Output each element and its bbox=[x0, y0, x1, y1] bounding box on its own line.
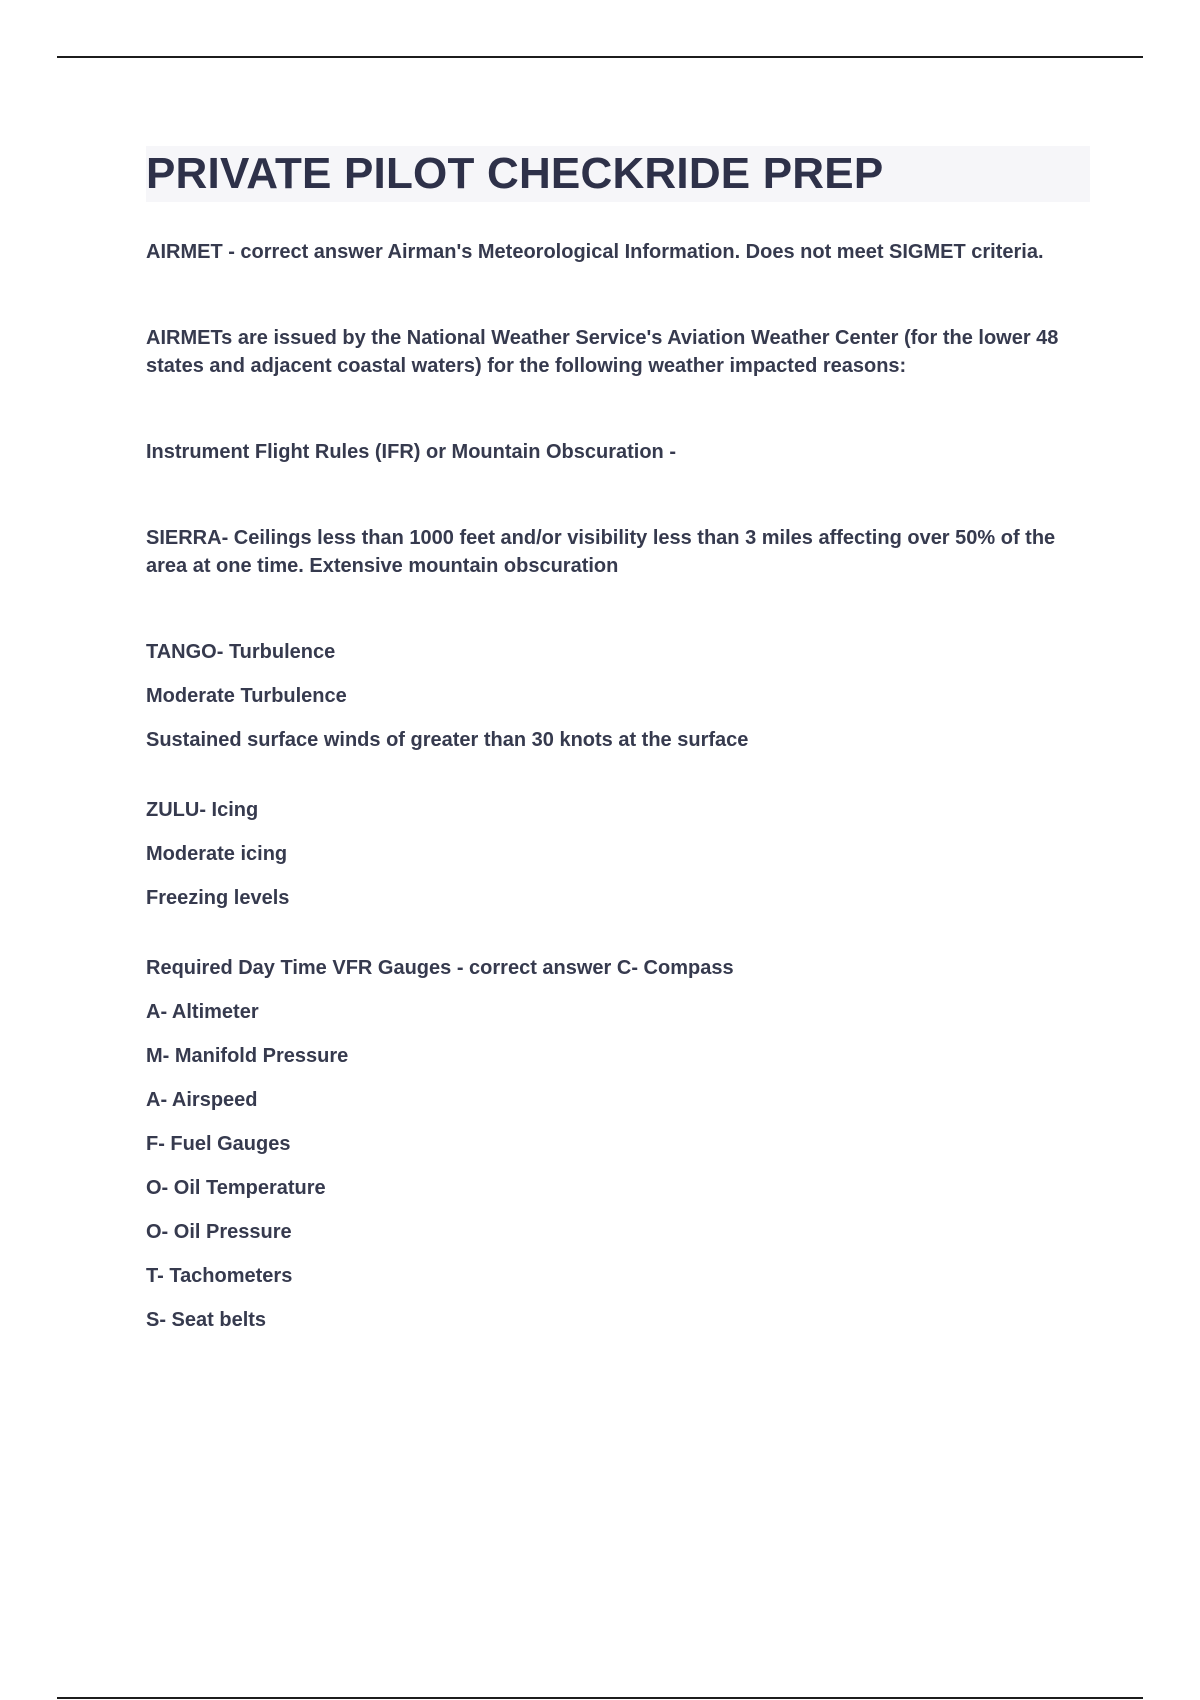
document-body bbox=[146, 146, 1090, 1350]
zulu-heading: ZULU- Icing bbox=[146, 799, 259, 821]
airmet-issued-paragraph: AIRMETs are issued by the National Weather Service's Aviation Weather Center (for the lower 48 states and adjacent coastal waters) for the following weather impacted reasons: bbox=[146, 327, 1059, 377]
gauges-heading: Required Day Time VFR Gauges - correct answer C- Compass bbox=[146, 957, 734, 979]
ifr-heading: Instrument Flight Rules (IFR) or Mountain Obscuration - bbox=[146, 441, 676, 463]
tango-heading: TANGO- Turbulence bbox=[146, 641, 336, 663]
gauge-item: A- Airspeed bbox=[146, 1089, 258, 1111]
zulu-line: Moderate icing bbox=[146, 843, 288, 865]
gauge-item: M- Manifold Pressure bbox=[146, 1045, 349, 1067]
zulu-line: Freezing levels bbox=[146, 887, 290, 909]
tango-group bbox=[146, 638, 1090, 754]
bottom-rule bbox=[57, 1697, 1143, 1699]
title-band bbox=[146, 146, 1090, 202]
tango-line: Sustained surface winds of greater than 30 knots at the surface bbox=[146, 729, 749, 751]
gauge-item: A- Altimeter bbox=[146, 1001, 259, 1023]
tango-line: Moderate Turbulence bbox=[146, 685, 347, 707]
gauge-item: S- Seat belts bbox=[146, 1309, 267, 1331]
top-rule bbox=[57, 56, 1143, 58]
gauge-item: T- Tachometers bbox=[146, 1265, 293, 1287]
document-title: PRIVATE PILOT CHECKRIDE PREP bbox=[146, 149, 884, 198]
gauge-item: F- Fuel Gauges bbox=[146, 1133, 291, 1155]
zulu-group bbox=[146, 796, 1090, 912]
gauges-group bbox=[146, 954, 1090, 1334]
airmet-definition: AIRMET - correct answer Airman's Meteorological Information. Does not meet SIGMET criteria. bbox=[146, 241, 1044, 263]
sierra-paragraph: SIERRA- Ceilings less than 1000 feet and/or visibility less than 3 miles affecting over 50% of the area at one time. Extensive mountain obscuration bbox=[146, 527, 1056, 577]
gauge-item: O- Oil Pressure bbox=[146, 1221, 292, 1243]
gauge-item: O- Oil Temperature bbox=[146, 1177, 326, 1199]
